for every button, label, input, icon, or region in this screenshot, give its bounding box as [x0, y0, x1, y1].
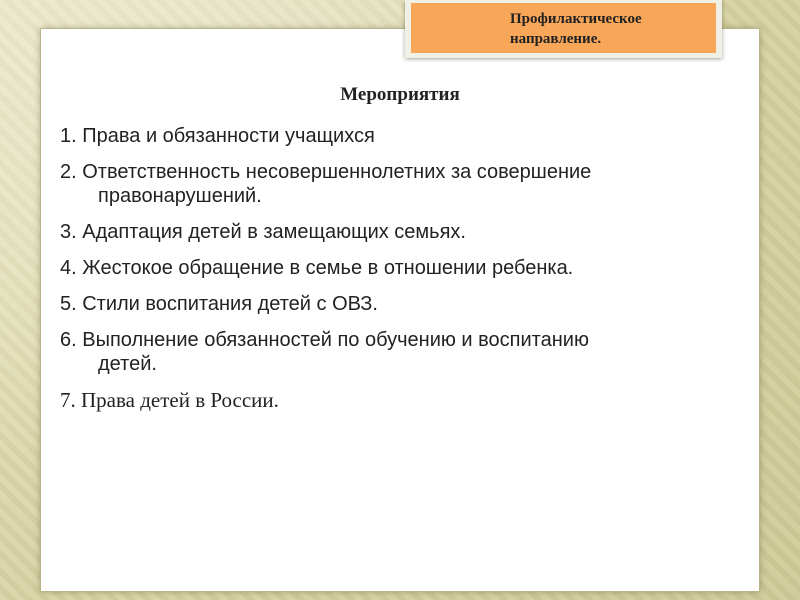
list-item: [58, 220, 748, 244]
list-item-text: 3. Адаптация детей в замещающих семьях.: [60, 221, 466, 243]
section-label-line1: Профилактическое: [510, 11, 642, 27]
list-item: [58, 124, 748, 148]
list-item: [58, 256, 748, 280]
list-item: [58, 388, 748, 412]
list-item-text: 1. Права и обязанности учащихся: [60, 125, 375, 147]
events-list: [58, 124, 748, 424]
list-item-text: 6. Выполнение обязанностей по обучению и воспитанию: [60, 329, 589, 351]
list-item: [58, 160, 748, 208]
list-item-continuation: детей.: [98, 353, 157, 375]
list-item-continuation: правонарушений.: [98, 185, 262, 207]
section-label: [411, 3, 716, 53]
list-item-text: 2. Ответственность несовершеннолетних за совершение: [60, 161, 592, 183]
list-item: [58, 292, 748, 316]
section-label-line2: направление.: [510, 31, 602, 47]
page-heading: Мероприятия: [340, 84, 460, 105]
list-item: [58, 328, 748, 376]
list-item-text: 5. Стили воспитания детей с ОВЗ.: [60, 293, 378, 315]
list-item-text: 4. Жестокое обращение в семье в отношении ребенка.: [60, 257, 574, 279]
section-label-tab: [405, 0, 722, 58]
list-item-text: 7. Права детей в России.: [60, 388, 279, 412]
